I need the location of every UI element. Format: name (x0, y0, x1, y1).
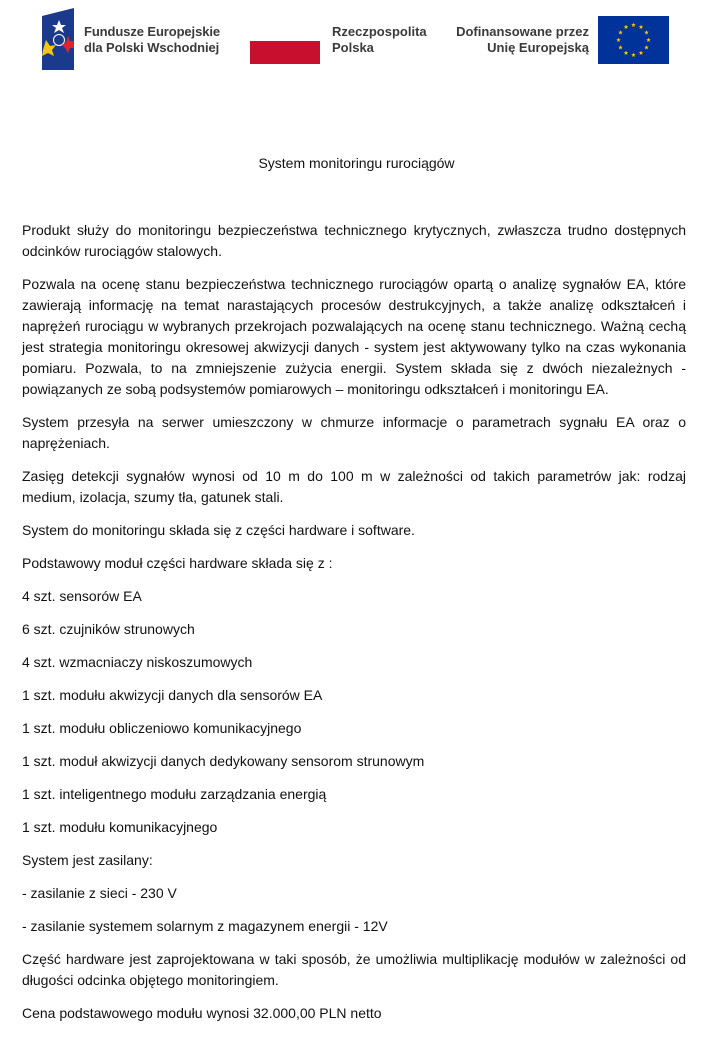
eu-logo-line1: Dofinansowane przez (456, 24, 589, 39)
hardware-item: 4 szt. sensorów EA (22, 588, 142, 604)
hardware-item: 1 szt. moduł akwizycji danych dedykowany sensorom strunowym (22, 753, 425, 769)
price-text: Cena podstawowego modułu wynosi 32.000,00 PLN netto (22, 1005, 382, 1021)
document-body (22, 220, 686, 1036)
fe-logo-text (84, 24, 220, 56)
paragraph-intro: Produkt służy do monitoringu bezpieczeństwa technicznego krytycznych, zwłaszcza trudno dostępnych odcinków rurociągów stalowych. (22, 222, 686, 259)
paragraph-cloud: System przesyła na serwer umieszczony w chmurze informacje o parametrach sygnału EA oraz o naprężeniach. (22, 414, 686, 451)
power-heading: System jest zasilany: (22, 852, 153, 868)
hardware-item: 1 szt. modułu komunikacyjnego (22, 819, 218, 835)
document-title: System monitoringu rurociągów (258, 155, 455, 171)
power-item: - zasilanie systemem solarnym z magazynem energii - 12V (22, 918, 388, 934)
paragraph-multiplication: Część hardware jest zaprojektowana w taki sposób, że umożliwia multiplikację modułów w zależności od długości odcinka objętego monitoringiem. (22, 951, 686, 988)
logo-bar (0, 0, 713, 80)
pl-logo-line1: Rzeczpospolita (332, 24, 427, 39)
pl-logo-text (332, 24, 427, 56)
paragraph-assessment: Pozwala na ocenę stanu bezpieczeństwa technicznego rurociągów opartą o analizę sygnałów EA, które zawierają informację na temat narastających procesów destrukcyjnych, a także analizę odkształceń i naprężeń rurociągu w wybranych przekrojach pozwalających na ocenę stanu technicznego. Ważną cechą jest strategia monitoringu okresowej akwizycji danych - system jest aktywowany tylko na czas wykonania pomiaru. Pozwala, to na zmniejszenie zużycia energii. System składa się z dwóch niezależnych - powiązanych ze sobą podsystemów pomiarowych – monitoringu odkształceń i monitoringu EA. (22, 276, 686, 397)
hardware-item: 1 szt. modułu obliczeniowo komunikacyjnego (22, 720, 302, 736)
power-item: - zasilanie z sieci - 230 V (22, 885, 177, 901)
hardware-item: 1 szt. modułu akwizycji danych dla sensorów EA (22, 687, 323, 703)
fe-logo-line2: dla Polski Wschodniej (84, 40, 220, 55)
eu-logo-line2: Unię Europejską (487, 40, 589, 55)
paragraph-hardware-heading: Podstawowy moduł części hardware składa się z : (22, 555, 333, 571)
paragraph-range: Zasięg detekcji sygnałów wynosi od 10 m do 100 m w zależności od takich parametrów jak: rodzaj medium, izolacja, szumy tła, gatunek stali. (22, 468, 686, 505)
eu-logo-text (456, 24, 589, 56)
fe-logo-line1: Fundusze Europejskie (84, 24, 220, 39)
hardware-item: 1 szt. inteligentnego modułu zarządzania energią (22, 786, 327, 802)
hardware-item: 6 szt. czujników strunowych (22, 621, 195, 637)
pl-logo-line2: Polska (332, 40, 374, 55)
fundusze-europejskie-logo-icon (42, 8, 74, 70)
eu-flag-icon (598, 16, 669, 64)
paragraph-components: System do monitoringu składa się z części hardware i software. (22, 522, 415, 538)
hardware-item: 4 szt. wzmacniaczy niskoszumowych (22, 654, 253, 670)
polish-flag-icon (250, 41, 320, 64)
